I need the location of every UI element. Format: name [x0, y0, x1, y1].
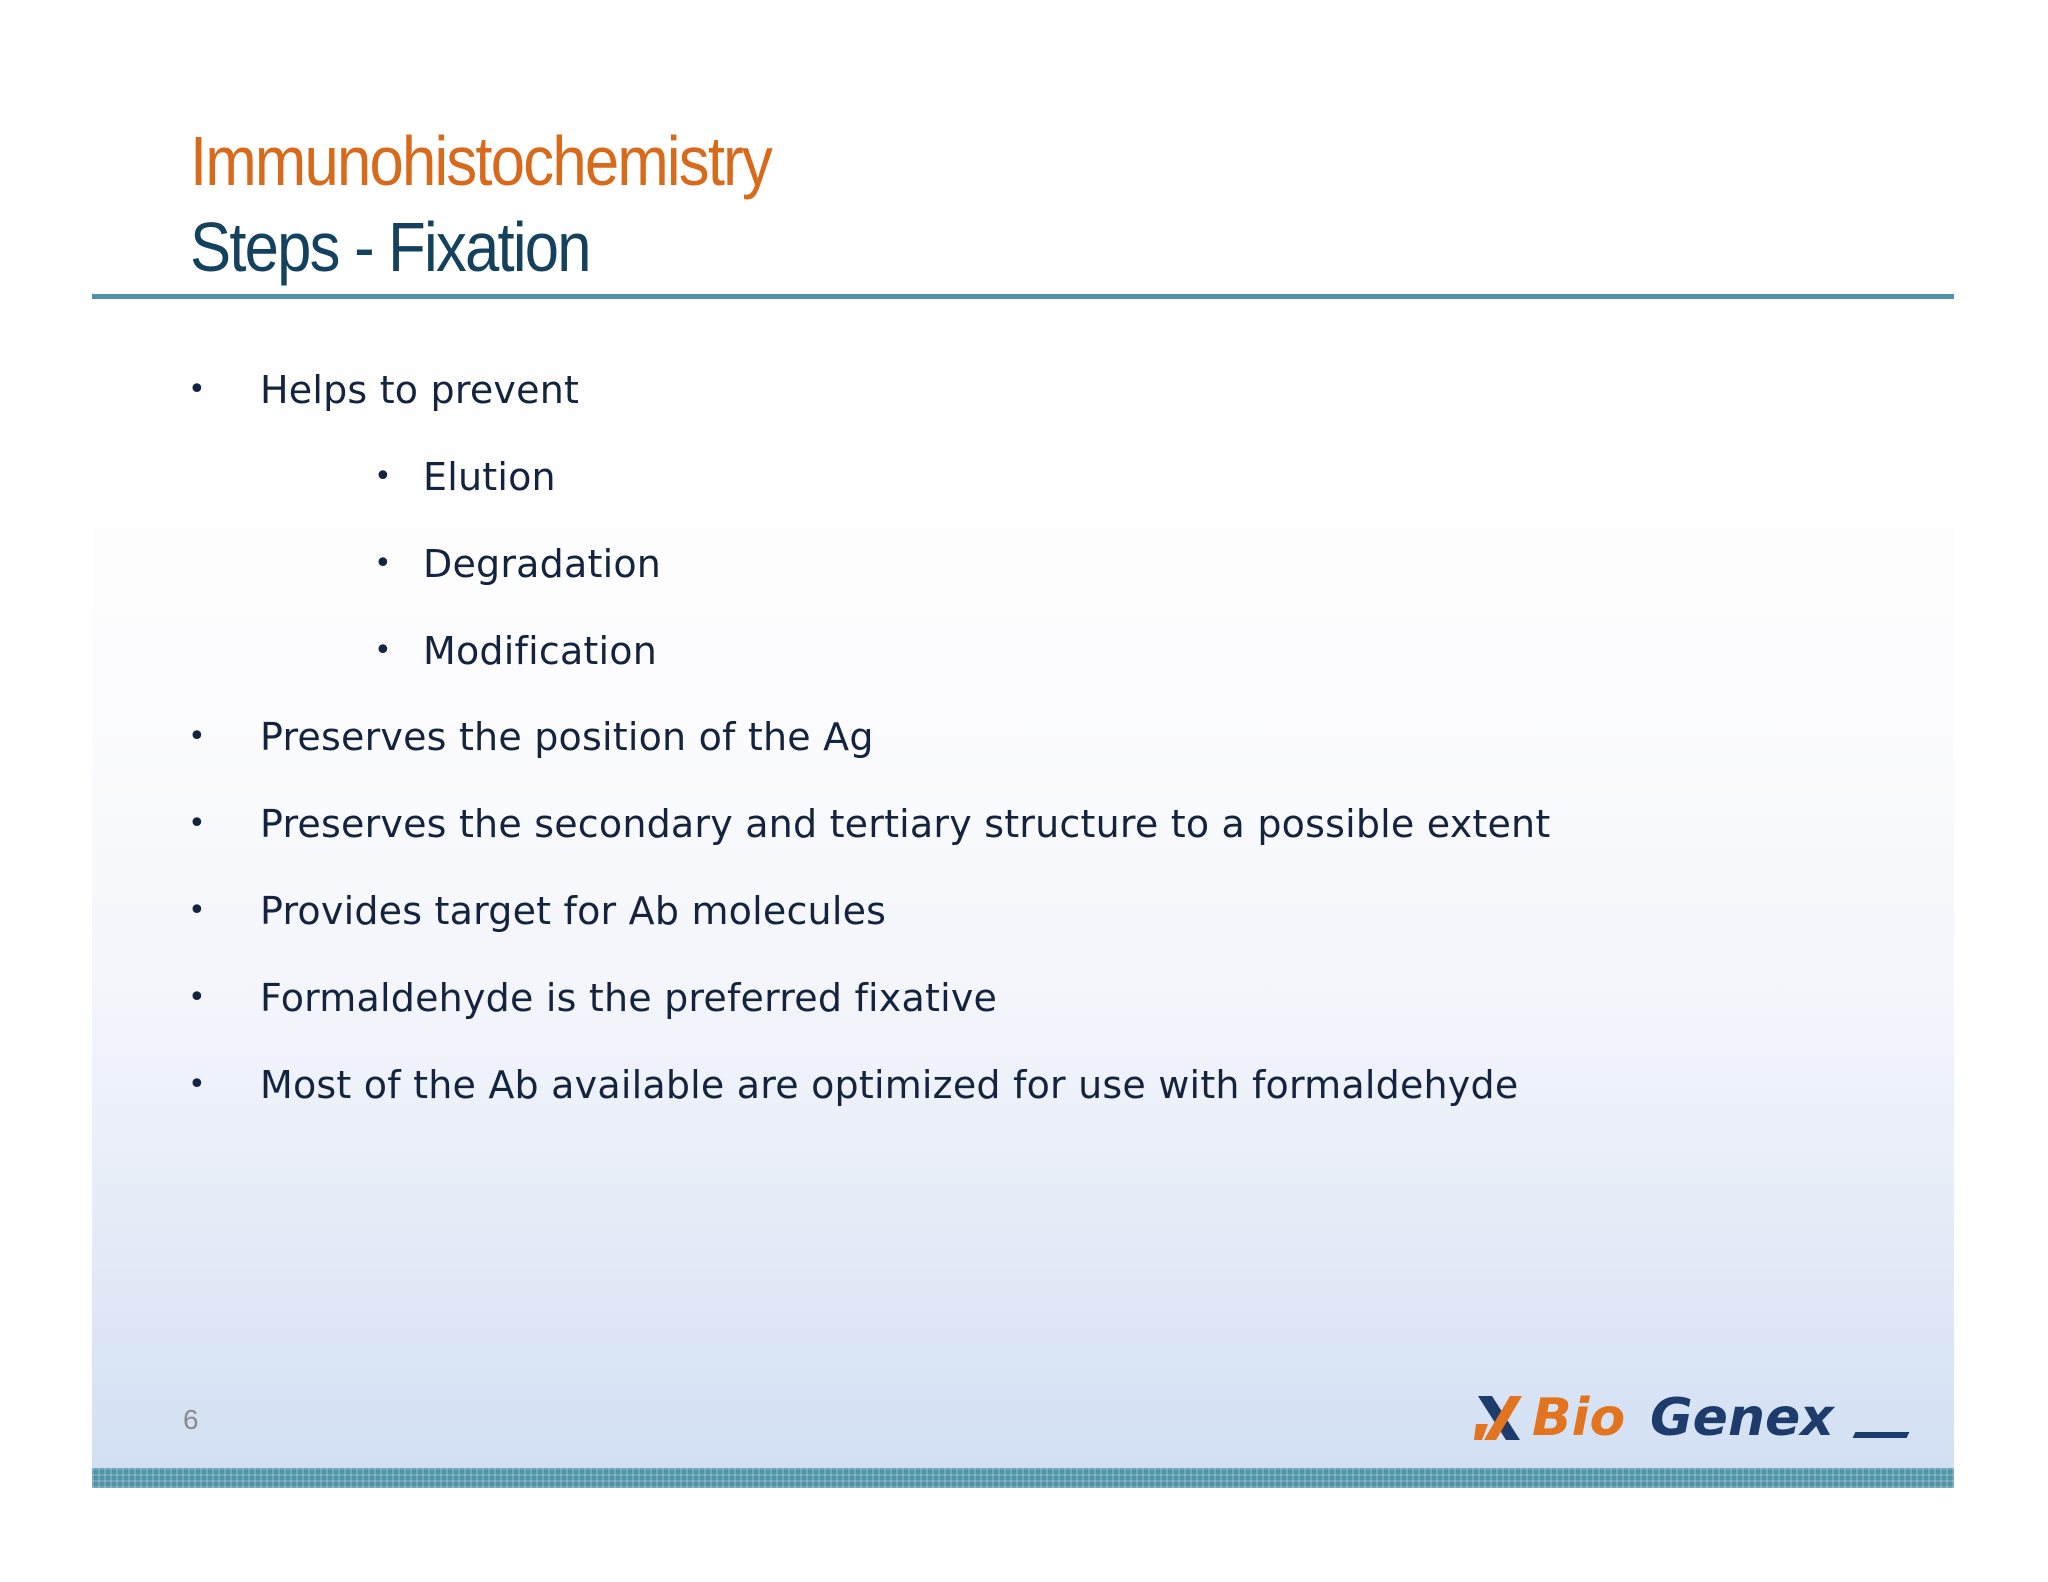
- bullet-marker: •: [374, 633, 392, 668]
- bullet-text: Elution: [423, 455, 556, 499]
- bullet-text: Provides target for Ab molecules: [260, 889, 887, 933]
- biogenex-logo: [1474, 1388, 1914, 1448]
- title-subtitle: Steps - Fixation: [190, 208, 590, 286]
- bullet-marker: •: [188, 806, 206, 841]
- bullet-marker: •: [188, 372, 206, 407]
- slide-title: [190, 118, 850, 290]
- title-main: Immunohistochemistry: [190, 122, 771, 200]
- bullet-marker: •: [188, 980, 206, 1015]
- bullet-text: Preserves the position of the Ag: [260, 715, 874, 759]
- footer-bar: [92, 1468, 1954, 1488]
- biogenex-x-icon: [1474, 1394, 1524, 1442]
- bullet-marker: •: [374, 459, 392, 494]
- bullet-marker: •: [374, 546, 392, 581]
- logo-underline: [1853, 1432, 1910, 1438]
- logo-text-genex: Genex: [1650, 1388, 1834, 1448]
- bullet-text: Degradation: [423, 542, 662, 586]
- bullet-marker: •: [188, 1067, 206, 1102]
- logo-text-bio: Bio: [1532, 1388, 1626, 1448]
- title-divider: [92, 294, 1954, 299]
- bullet-marker: •: [188, 893, 206, 928]
- bullet-text: Helps to prevent: [260, 368, 580, 412]
- bullet-marker: •: [188, 719, 206, 754]
- page-number: 6: [183, 1404, 199, 1435]
- bullet-text: Modification: [423, 629, 658, 673]
- bullet-text: Formaldehyde is the preferred fixative: [260, 976, 998, 1020]
- bullet-text: Preserves the secondary and tertiary structure to a possible extent: [260, 802, 1551, 846]
- bullet-text: Most of the Ab available are optimized for use with formaldehyde: [260, 1063, 1519, 1107]
